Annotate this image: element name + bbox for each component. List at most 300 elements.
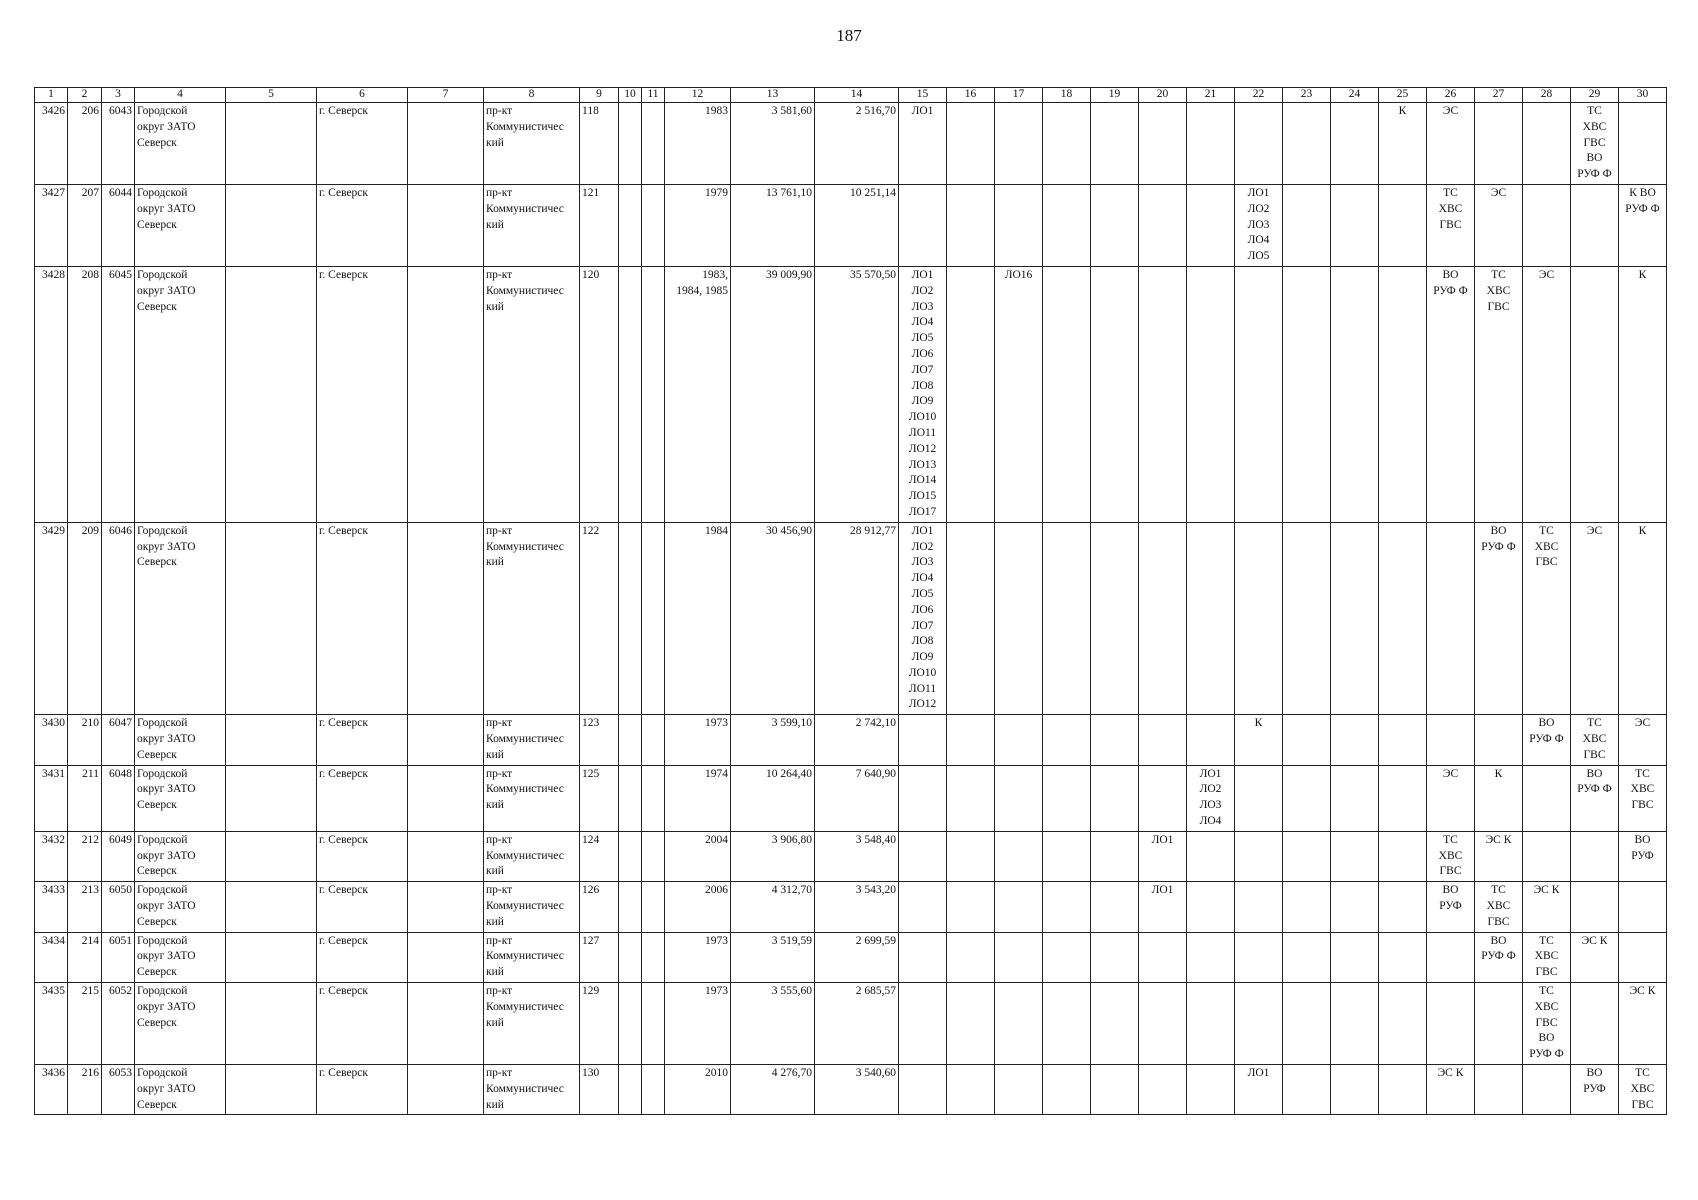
cell-col-4	[135, 831, 226, 881]
cell-col-30	[1619, 715, 1667, 765]
cell-col-26	[1427, 932, 1475, 982]
cell-text: 118	[582, 105, 599, 117]
cell-col-3	[102, 103, 135, 185]
cell-text: ЭС К	[1629, 985, 1656, 998]
cell-col-11	[642, 103, 665, 185]
cell-text: Городской округ ЗАТО Северск	[137, 767, 196, 812]
cell-col-27	[1475, 266, 1523, 522]
cell-col-7	[408, 103, 484, 185]
cell-col-5	[226, 932, 317, 982]
cell-col-27	[1475, 831, 1523, 881]
cell-col-3	[102, 882, 135, 932]
cell-text: 1984	[705, 524, 728, 537]
table-row	[35, 103, 1667, 185]
cell-col-13	[731, 765, 815, 831]
cell-col-18	[1043, 103, 1091, 185]
cell-col-27	[1475, 103, 1523, 185]
cell-col-30	[1619, 932, 1667, 982]
cell-col-19	[1091, 831, 1139, 881]
cell-col-21	[1187, 184, 1235, 266]
cell-text: К	[1398, 105, 1407, 117]
cell-col-20	[1139, 831, 1187, 881]
cell-col-3	[102, 983, 135, 1065]
cell-col-27	[1475, 1065, 1523, 1115]
cell-col-5	[226, 882, 317, 932]
cell-col-17	[995, 522, 1043, 715]
cell-text: ЭС К	[1437, 1067, 1464, 1080]
cell-col-8	[484, 932, 580, 982]
cell-col-2	[68, 932, 102, 982]
cell-col-27	[1475, 932, 1523, 982]
cell-col-26	[1427, 266, 1475, 522]
cell-col-2	[68, 103, 102, 185]
table-row	[35, 932, 1667, 982]
column-header-13: 13	[731, 88, 815, 103]
cell-col-14	[815, 765, 899, 831]
cell-col-16	[947, 103, 995, 185]
cell-col-9	[580, 1065, 619, 1115]
cell-text: 209	[81, 524, 99, 537]
cell-col-22	[1235, 983, 1283, 1065]
cell-text: пр-кт Коммунистичес кий	[486, 186, 564, 231]
cell-text: ТС ХВС ГВС	[1486, 268, 1511, 313]
cell-text: 3 543,20	[855, 884, 896, 897]
cell-text: 2004	[705, 833, 728, 846]
cell-text: Городской округ ЗАТО Северск	[137, 105, 196, 149]
column-header-27: 27	[1475, 88, 1523, 103]
cell-col-1	[35, 983, 68, 1065]
column-header-14: 14	[815, 88, 899, 103]
cell-col-21	[1187, 882, 1235, 932]
cell-text: ЭС	[1538, 268, 1555, 281]
cell-text: Городской округ ЗАТО Северск	[137, 1067, 196, 1111]
cell-text: пр-кт Коммунистичес кий	[486, 1067, 564, 1111]
cell-col-9	[580, 522, 619, 715]
cell-col-23	[1283, 715, 1331, 765]
cell-col-17	[995, 983, 1043, 1065]
cell-col-23	[1283, 831, 1331, 881]
cell-col-10	[619, 266, 642, 522]
cell-col-25	[1379, 522, 1427, 715]
cell-col-11	[642, 522, 665, 715]
cell-text: г. Северск	[319, 717, 368, 730]
cell-text: 3426	[42, 105, 65, 117]
cell-col-1	[35, 266, 68, 522]
cell-col-30	[1619, 1065, 1667, 1115]
cell-col-20	[1139, 103, 1187, 185]
cell-col-14	[815, 831, 899, 881]
column-header-4: 4	[135, 88, 226, 103]
cell-col-17	[995, 184, 1043, 266]
cell-col-7	[408, 1065, 484, 1115]
cell-col-24	[1331, 184, 1379, 266]
cell-col-23	[1283, 266, 1331, 522]
cell-col-19	[1091, 266, 1139, 522]
cell-text: ВО РУФ Ф	[1481, 524, 1516, 553]
cell-col-2	[68, 983, 102, 1065]
cell-text: 127	[582, 934, 600, 947]
column-header-18: 18	[1043, 88, 1091, 103]
column-header-29: 29	[1571, 88, 1619, 103]
cell-col-21	[1187, 765, 1235, 831]
cell-text: пр-кт Коммунистичес кий	[486, 524, 564, 569]
cell-col-11	[642, 882, 665, 932]
cell-col-1	[35, 1065, 68, 1115]
cell-col-21	[1187, 715, 1235, 765]
cell-col-20	[1139, 882, 1187, 932]
cell-col-19	[1091, 882, 1139, 932]
column-header-3: 3	[102, 88, 135, 103]
cell-col-5	[226, 983, 317, 1065]
cell-col-13	[731, 831, 815, 881]
cell-text: 212	[81, 833, 99, 846]
cell-text: ЛО1 ЛО2 ЛО3 ЛО4 ЛО5 ЛО6 ЛО7 ЛО8 ЛО9 ЛО10 ЛО11 ЛО12 ЛО13 ЛО14 ЛО15 ЛО17	[908, 268, 937, 518]
table-row	[35, 983, 1667, 1065]
cell-col-8	[484, 715, 580, 765]
cell-col-17	[995, 765, 1043, 831]
cell-text: 3433	[42, 884, 65, 897]
cell-text: ЭС	[1442, 767, 1459, 780]
cell-text: 210	[81, 717, 99, 730]
cell-col-12	[665, 266, 731, 522]
cell-col-21	[1187, 103, 1235, 185]
cell-text: 1973	[705, 717, 728, 730]
cell-col-16	[947, 266, 995, 522]
cell-col-23	[1283, 882, 1331, 932]
cell-col-20	[1139, 715, 1187, 765]
cell-col-13	[731, 932, 815, 982]
cell-col-28	[1523, 1065, 1571, 1115]
cell-text: 213	[81, 884, 99, 897]
cell-col-6	[317, 765, 408, 831]
cell-col-24	[1331, 932, 1379, 982]
cell-text: 6053	[109, 1067, 132, 1080]
cell-col-16	[947, 184, 995, 266]
cell-col-1	[35, 932, 68, 982]
cell-col-5	[226, 522, 317, 715]
cell-text: г. Северск	[319, 186, 368, 199]
cell-col-6	[317, 184, 408, 266]
cell-col-3	[102, 715, 135, 765]
cell-col-16	[947, 1065, 995, 1115]
cell-col-17	[995, 932, 1043, 982]
cell-col-15	[899, 983, 947, 1065]
cell-col-7	[408, 983, 484, 1065]
cell-col-8	[484, 103, 580, 185]
column-header-7: 7	[408, 88, 484, 103]
cell-col-18	[1043, 932, 1091, 982]
cell-col-23	[1283, 103, 1331, 185]
cell-text: пр-кт Коммунистичес кий	[486, 105, 564, 149]
cell-text: 124	[582, 833, 600, 846]
cell-col-26	[1427, 522, 1475, 715]
cell-text: г. Северск	[319, 1067, 368, 1080]
cell-text: 10 264,40	[766, 767, 812, 780]
cell-col-13	[731, 983, 815, 1065]
cell-col-13	[731, 715, 815, 765]
cell-col-14	[815, 184, 899, 266]
cell-col-1	[35, 522, 68, 715]
cell-text: ЛО1 ЛО2 ЛО3 ЛО4 ЛО5 ЛО6 ЛО7 ЛО8 ЛО9 ЛО10 ЛО11 ЛО12	[908, 524, 937, 711]
cell-col-8	[484, 882, 580, 932]
cell-text: г. Северск	[319, 268, 368, 281]
cell-col-27	[1475, 522, 1523, 715]
cell-col-21	[1187, 831, 1235, 881]
column-header-19: 19	[1091, 88, 1139, 103]
cell-text: 3 540,60	[855, 1067, 896, 1080]
cell-text: пр-кт Коммунистичес кий	[486, 717, 564, 761]
cell-text: 6043	[109, 105, 132, 117]
cell-col-12	[665, 983, 731, 1065]
cell-col-19	[1091, 765, 1139, 831]
cell-text: 2006	[705, 884, 728, 897]
cell-col-11	[642, 266, 665, 522]
cell-col-1	[35, 715, 68, 765]
column-header-2: 2	[68, 88, 102, 103]
cell-col-9	[580, 715, 619, 765]
cell-col-24	[1331, 266, 1379, 522]
registry-table	[34, 87, 1667, 1115]
cell-col-25	[1379, 831, 1427, 881]
cell-col-15	[899, 103, 947, 185]
cell-col-2	[68, 882, 102, 932]
cell-text: 2010	[705, 1067, 728, 1080]
cell-col-3	[102, 831, 135, 881]
cell-col-24	[1331, 831, 1379, 881]
cell-text: ЛО16	[1004, 268, 1033, 281]
cell-col-15	[899, 522, 947, 715]
cell-text: ЛО1	[911, 105, 934, 117]
cell-col-19	[1091, 522, 1139, 715]
cell-text: 123	[582, 717, 600, 730]
cell-text: 3435	[42, 985, 65, 998]
cell-col-30	[1619, 184, 1667, 266]
cell-col-6	[317, 1065, 408, 1115]
cell-text: 2 516,70	[855, 105, 896, 117]
column-header-11: 11	[642, 88, 665, 103]
cell-col-6	[317, 522, 408, 715]
cell-col-3	[102, 184, 135, 266]
cell-col-24	[1331, 1065, 1379, 1115]
cell-text: 1983	[705, 105, 728, 117]
cell-col-9	[580, 932, 619, 982]
cell-text: 3430	[42, 717, 65, 730]
cell-text: ЭС	[1634, 717, 1651, 730]
column-header-8: 8	[484, 88, 580, 103]
cell-col-21	[1187, 1065, 1235, 1115]
cell-text: 4 312,70	[771, 884, 812, 897]
table-row	[35, 765, 1667, 831]
cell-col-12	[665, 522, 731, 715]
cell-col-29	[1571, 765, 1619, 831]
cell-text: К	[1254, 717, 1263, 730]
cell-text: 6048	[109, 767, 132, 780]
table-body	[35, 103, 1667, 1115]
cell-text: 211	[82, 767, 99, 780]
cell-col-8	[484, 1065, 580, 1115]
cell-text: К ВО РУФ Ф	[1625, 186, 1660, 215]
cell-text: Городской округ ЗАТО Северск	[137, 884, 196, 928]
cell-col-14	[815, 1065, 899, 1115]
table-row	[35, 184, 1667, 266]
cell-col-26	[1427, 715, 1475, 765]
cell-col-16	[947, 522, 995, 715]
cell-text: 3436	[42, 1067, 65, 1080]
cell-text: 3 599,10	[771, 717, 812, 730]
cell-col-20	[1139, 184, 1187, 266]
cell-col-29	[1571, 983, 1619, 1065]
cell-col-14	[815, 522, 899, 715]
cell-text: 130	[582, 1067, 600, 1080]
cell-col-25	[1379, 266, 1427, 522]
cell-text: 1983, 1984, 1985	[676, 268, 728, 297]
cell-text: 4 276,70	[771, 1067, 812, 1080]
cell-col-14	[815, 932, 899, 982]
cell-col-18	[1043, 715, 1091, 765]
cell-col-4	[135, 882, 226, 932]
cell-text: 6044	[109, 186, 132, 199]
cell-text: г. Северск	[319, 833, 368, 846]
cell-text: 28 912,77	[850, 524, 896, 537]
cell-col-27	[1475, 715, 1523, 765]
cell-col-24	[1331, 103, 1379, 185]
cell-col-19	[1091, 983, 1139, 1065]
cell-col-10	[619, 103, 642, 185]
cell-col-4	[135, 765, 226, 831]
cell-col-30	[1619, 765, 1667, 831]
cell-col-8	[484, 765, 580, 831]
cell-col-10	[619, 184, 642, 266]
table-row	[35, 266, 1667, 522]
cell-col-9	[580, 831, 619, 881]
column-header-12: 12	[665, 88, 731, 103]
cell-col-18	[1043, 765, 1091, 831]
cell-col-20	[1139, 1065, 1187, 1115]
cell-text: 125	[582, 767, 600, 780]
cell-col-29	[1571, 266, 1619, 522]
cell-col-2	[68, 184, 102, 266]
cell-col-12	[665, 765, 731, 831]
cell-col-7	[408, 882, 484, 932]
cell-col-26	[1427, 983, 1475, 1065]
cell-text: 1973	[705, 934, 728, 947]
cell-col-4	[135, 715, 226, 765]
cell-col-30	[1619, 882, 1667, 932]
cell-col-28	[1523, 103, 1571, 185]
cell-text: К	[1638, 524, 1647, 537]
cell-col-29	[1571, 932, 1619, 982]
cell-text: пр-кт Коммунистичес кий	[486, 985, 564, 1029]
cell-col-29	[1571, 882, 1619, 932]
column-header-22: 22	[1235, 88, 1283, 103]
cell-col-18	[1043, 831, 1091, 881]
cell-col-28	[1523, 932, 1571, 982]
cell-col-26	[1427, 882, 1475, 932]
cell-text: ЛО1	[1247, 1067, 1270, 1080]
cell-text: 39 009,90	[766, 268, 812, 281]
cell-text: 13 761,10	[766, 186, 812, 199]
cell-col-4	[135, 103, 226, 185]
cell-text: 3428	[42, 268, 65, 281]
cell-col-1	[35, 882, 68, 932]
cell-col-16	[947, 932, 995, 982]
cell-text: Городской округ ЗАТО Северск	[137, 186, 196, 231]
cell-text: ТС ХВС ГВС ВО РУФ Ф	[1577, 105, 1612, 181]
cell-col-19	[1091, 103, 1139, 185]
cell-col-11	[642, 765, 665, 831]
cell-text: ТС ХВС ГВС	[1438, 186, 1463, 231]
cell-col-25	[1379, 103, 1427, 185]
cell-col-4	[135, 266, 226, 522]
cell-col-3	[102, 266, 135, 522]
cell-col-19	[1091, 715, 1139, 765]
cell-text: Городской округ ЗАТО Северск	[137, 717, 196, 761]
cell-col-2	[68, 765, 102, 831]
cell-text: 2 685,57	[855, 985, 896, 998]
cell-text: 121	[582, 186, 600, 199]
cell-col-7	[408, 266, 484, 522]
cell-text: пр-кт Коммунистичес кий	[486, 884, 564, 928]
cell-text: ВО РУФ	[1583, 1067, 1606, 1095]
cell-col-2	[68, 715, 102, 765]
cell-col-9	[580, 882, 619, 932]
cell-text: ТС ХВС ГВС ВО РУФ Ф	[1529, 985, 1564, 1061]
cell-col-1	[35, 831, 68, 881]
cell-col-26	[1427, 103, 1475, 185]
cell-col-7	[408, 184, 484, 266]
cell-col-26	[1427, 831, 1475, 881]
cell-col-10	[619, 882, 642, 932]
cell-col-22	[1235, 765, 1283, 831]
cell-col-3	[102, 765, 135, 831]
cell-col-22	[1235, 266, 1283, 522]
cell-text: 3 548,40	[855, 833, 896, 846]
column-header-21: 21	[1187, 88, 1235, 103]
cell-text: ТС ХВС ГВС	[1534, 524, 1559, 569]
cell-col-15	[899, 831, 947, 881]
cell-col-23	[1283, 1065, 1331, 1115]
cell-col-16	[947, 983, 995, 1065]
cell-col-3	[102, 1065, 135, 1115]
cell-col-12	[665, 932, 731, 982]
cell-col-5	[226, 765, 317, 831]
column-header-20: 20	[1139, 88, 1187, 103]
cell-col-8	[484, 983, 580, 1065]
cell-col-29	[1571, 831, 1619, 881]
cell-col-4	[135, 1065, 226, 1115]
cell-col-12	[665, 1065, 731, 1115]
cell-col-6	[317, 831, 408, 881]
cell-col-7	[408, 932, 484, 982]
cell-col-1	[35, 184, 68, 266]
column-header-30: 30	[1619, 88, 1667, 103]
cell-col-25	[1379, 882, 1427, 932]
cell-col-9	[580, 184, 619, 266]
cell-col-5	[226, 266, 317, 522]
cell-col-16	[947, 765, 995, 831]
table-row	[35, 831, 1667, 881]
cell-col-8	[484, 522, 580, 715]
cell-col-11	[642, 831, 665, 881]
cell-col-13	[731, 184, 815, 266]
cell-text: г. Северск	[319, 985, 368, 998]
cell-col-13	[731, 522, 815, 715]
cell-col-13	[731, 103, 815, 185]
cell-col-29	[1571, 184, 1619, 266]
cell-col-21	[1187, 522, 1235, 715]
cell-text: 3 581,60	[771, 105, 812, 117]
cell-text: Городской округ ЗАТО Северск	[137, 985, 196, 1029]
